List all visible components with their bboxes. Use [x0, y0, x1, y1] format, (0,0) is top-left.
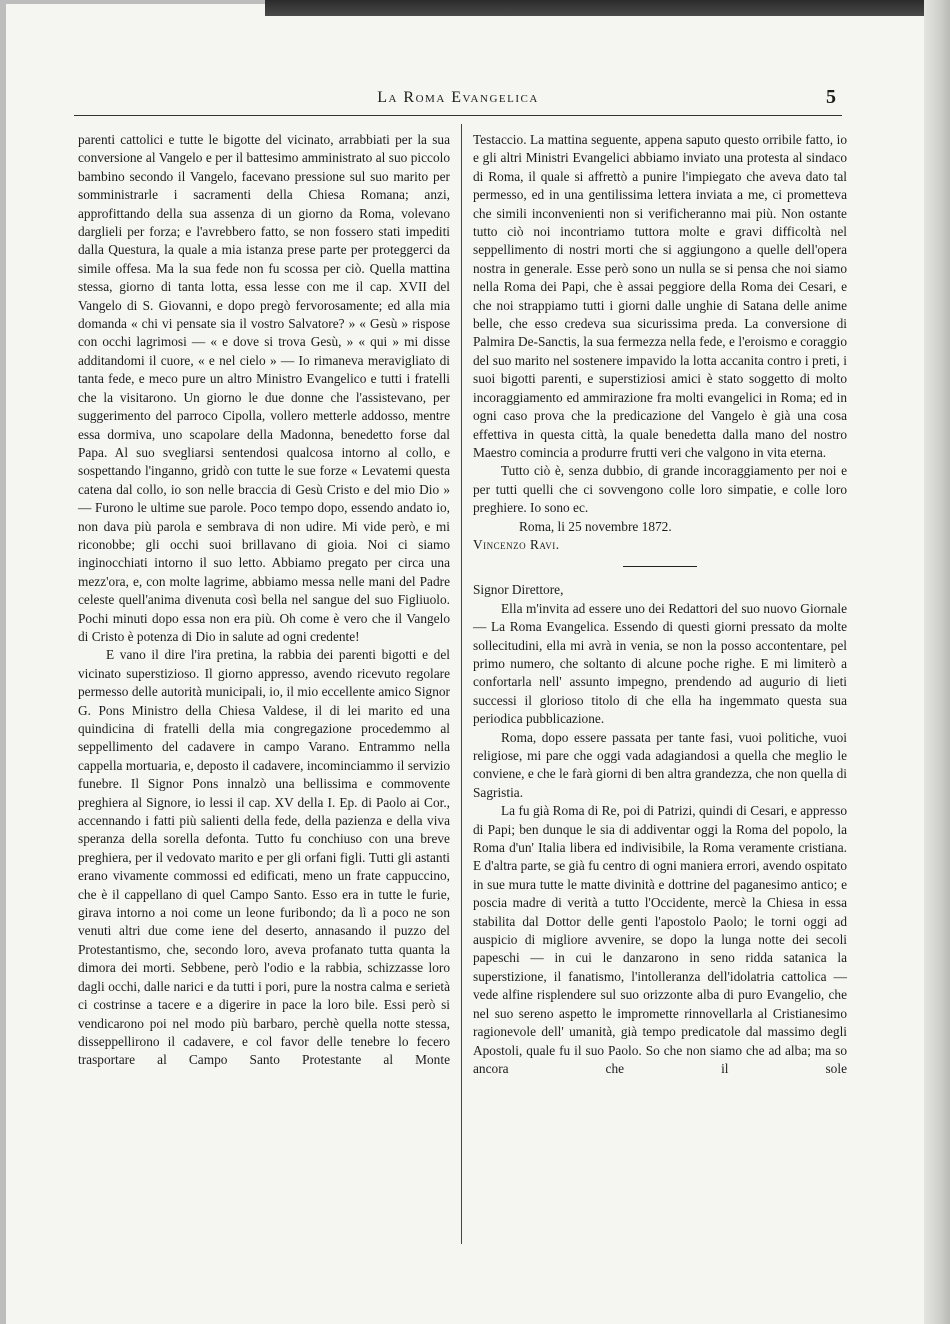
- scan-page-edge: [924, 0, 950, 1324]
- page-header: [74, 86, 842, 116]
- paragraph: Ella m'invita ad essere uno dei Redattori del suo nuovo Giornale — La Roma Evangelica. Essendo di questi giorni pressato da molte sollecitudini, ella mi avrà in venia, se non la posso accontentare, pel primo numero, che soltanto di alcune poche righe. E mi limiterò a confortarla nell' assunto impegno, prendendo ad augurio di lieti successi il glorioso titolo di che ella ha ingemmato questa sua periodica pubblicazione.: [473, 600, 847, 727]
- paragraph: La fu già Roma di Re, poi di Patrizi, quindi di Cesari, e appresso di Papi; ben dunque le sia di addiventar oggi la Roma del popolo, la Roma d'un' Italia libera ed indivisibile, la Roma veramente cristiana. E d'altra parte, se già fu centro di ogni maniera errori, avendo ospitato in sue mura tutte le matte divinità e dottrine del paganesimo antico; e poscia madre di verità a tutto l'Occidente, mercè la Chiesa in essa stabilita dal Dottor delle genti l'apostolo Paolo; le torni oggi ad auspicio di migliore avvenire, se dopo la lunga notte dei secoli papeschi — in cui le danzarono in seno ridda satanica la superstizione, il fanatismo, l'intolleranza dell'idolatria cattolica — vede alfine risplendere sul suo orizzonte alba di puro Evangelio, che nel suo sereno aspetto le impromette rinnovellarla al Cristianesimo ragionevole dell' umanità, già tempo predicatole dal massimo degli Apostoli, quale fu il suo Paolo. So che non siamo che ad alba; ma so ancora che il sole: [473, 803, 847, 1076]
- scan-top-shadow: [265, 0, 950, 16]
- salutation: Signor Direttore,: [473, 582, 564, 598]
- column-divider: [461, 124, 462, 1244]
- date-line: Roma, li 25 novembre 1872.: [519, 518, 672, 534]
- page-number: 5: [826, 86, 836, 108]
- paragraph: parenti cattolici e tutte le bigotte del vicinato, arrabbiati per la sua conversione al Vangelo e per il battesimo amministrato al suo piccolo bambino secondo il Vangelo, facevano pressione sul suo marito per somministrarle i sacramenti della Chiesa Romana; anzi, approfittando della sua assenza di un giorno da Roma, volevano darglieli per forza; e l'avrebbero fatto, se non fossero stati impediti dalla Questura, la quale a mia istanza prese parte per proteggerci da simile offesa. Ma la sua fede non fu scossa per ciò. Quella mattina stessa, giorno di tanta lotta, essa lesse con me il cap. XVII del Vangelo di S. Giovanni, e dopo pregò fervorosamente; ed alla mia domanda « chi vi pensate sia il vostro Salvatore? » « Gesù » rispose con occhi lagrimosi — « e dove si trova Gesù, » « qui » mi disse additandomi il cuore, « e nel cielo » — Io rimaneva meravigliato di tanta fede, e meco pure un altro Ministro Evangelico e tutti i fratelli che la visitarono. Un giorno le due donne che l'assistevano, per suggerimento del parroco Cipolla, vollero metterle addosso, mentre essa dormiva, uno scapolare della Madonna, benedetto forse dal Papa. Al suo svegliarsi sentendosi qualcosa intorno al collo, e sospettando l'inganno, gridò con tutte le sue forze « Levatemi questa catena dal collo, io son nelle braccia di Gesù Cristo e del mio Dio » — Furono le ultime sue parole. Poco tempo dopo, essendo andato io, non dava più parola e sembrava di non udire. Mi vide però, e mi riconobbe; gli occhi suoi brillavano di gioia. Noi ci siamo inginocchiati intorno il suo letto. Abbiamo pregato per circa una mezz'ora, e, con molte lagrime, abbiamo messa nelle mani del Padre celeste quell'anima divenuta così bella nel sangue del suo Figliuolo. Pochi minuti dopo essa non era più. Oh come è vero che il Vangelo di Cristo è potenza di Dio in salute ad ogni credente!: [78, 132, 450, 644]
- signature: Vincenzo Ravi.: [473, 536, 560, 552]
- paragraph: Testaccio. La mattina seguente, appena saputo questo orribile fatto, io e gli altri Ministri Evangelici abbiamo inviato una protesta al sindaco di Roma, il quale si affrettò a punire l'impiegato che aveva dato tal permesso, ed in una gentilissima lettera inviata a me, ci prometteva che simili inconvenienti non si verificheranno mai più. Non ostante tutto ciò noi incontriamo tuttora molte e gravi difficoltà nel seppellimento di nostri morti che si aggiungono a quelle dell'opera nostra in generale. Esse però sono un nulla se si pensa che noi siamo nella Roma dei Papi, che è assai peggiore della Roma dei Cesari, e che noi strappiamo tutti i giorni dalle unghie di Satana delle anime belle, che esso credeva sua sicurissima preda. La conversione di Palmira De-Sanctis, la sua fermezza nella fede, e l'eroismo e coraggio del suo marito nel sostenere impavido la lotta accanita contro i preti, i suoi bigotti parenti, e superstiziosi amici è stato soggetto di molto incoraggiamento ed ammirazione fra molti evangelici in Roma; ed in ogni caso prova che la predicazione del Vangelo è già una cosa effettiva in questa città, la quale benedetta dalla mano del nostro Maestro comincia a produrre frutti veri che valgono in vita eterna.: [473, 132, 847, 460]
- right-column: [473, 131, 847, 1296]
- header-rule: [74, 115, 842, 116]
- left-column: [78, 131, 450, 1296]
- paragraph: Tutto ciò è, senza dubbio, di grande incoraggiamento per noi e per tutti quelli che ci sovvengono colle loro simpatie, e colle loro preghiere. Io sono ec.: [473, 463, 847, 516]
- paragraph: E vano il dire l'ira pretina, la rabbia dei parenti bigotti e del vicinato superstizioso. Il giorno appresso, avendo ricevuto regolare permesso delle autorità municipali, io, il mio eccellente amico Signor G. Pons Ministro della Chiesa Valdese, il di lei marito ed una quindicina di fratelli della mia congregazione procedemmo al seppellimento del cadavere in campo Varano. Entrammo nella cappella mortuaria, e, deposto il cadavere, incominciammo il servizio funebre. Il Signor Pons innalzò una bellissima e commovente preghiera al Signore, io lessi il cap. XV della I. Ep. di Paolo ai Cor., accennando i fatti più salienti della fede, della pazienza e della viva speranza della sorella defonta. Tutto fu conchiuso con una breve preghiera, per il vedovato marito e per gli orfani figli. Tutti gli astanti erano vivamente commossi ed edificati, meno un frate cappuccino, che è il cappellano di quel Campo Santo. Esso era in tutte le furie, girava intorno a noi come un leone furibondo; da lì a poco ne son venuti altri due come iene del deserto, annasando il puzzo del Protestantismo, che, secondo loro, aveva profanato tutta quanta la dimora dei morti. Sebbene, però l'odio e la rabbia, schizzasse loro dagli occhi, dalle narici e da tutti i pori, pure la nostra calma e serietà ci costrinse a tacere e a digerire in pace la loro bile. Essi però si vendicarono poi nel modo più barbaro, perchè quella notte stessa, disseppellirono il cadavere, e col favor delle tenebre lo fecero trasportare al Campo Santo Protestante al Monte: [78, 647, 450, 1068]
- running-title: La Roma Evangelica: [377, 89, 539, 106]
- paragraph: Roma, dopo essere passata per tante fasi, vuoi politiche, vuoi religiose, mi pare che oggi vada adagiandosi a quella che meglio le conviene, e che le farà giorni di ben altra grandezza, che non quella di Sagristia.: [473, 729, 847, 800]
- section-separator: [623, 566, 697, 567]
